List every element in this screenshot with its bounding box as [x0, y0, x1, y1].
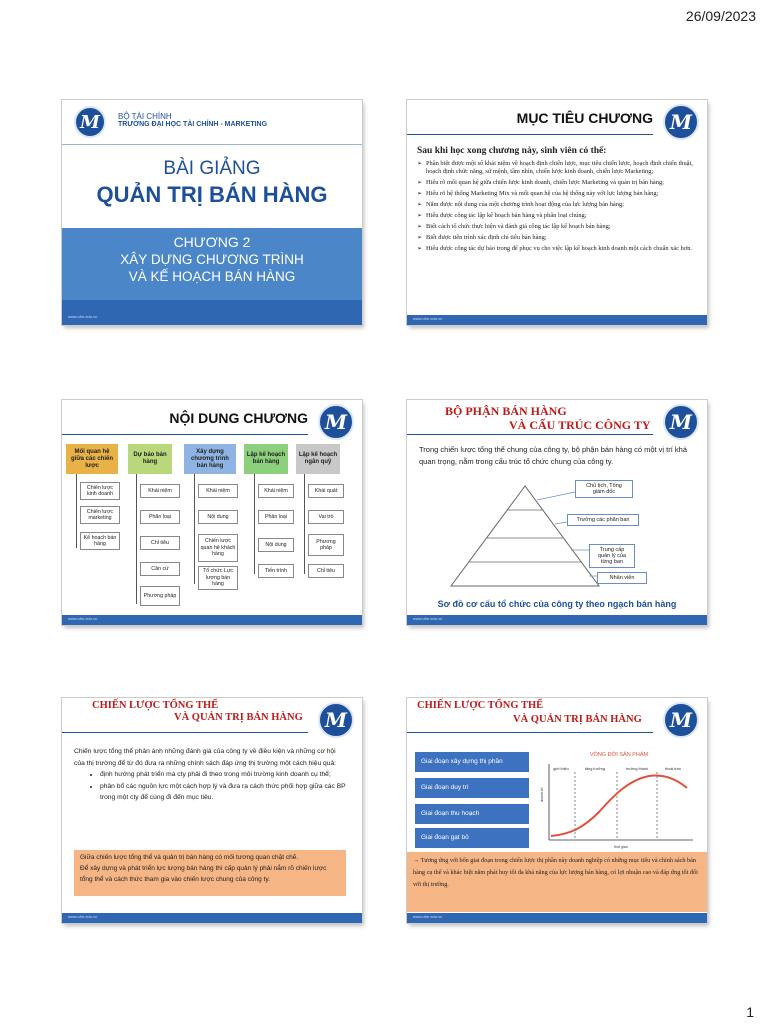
- title-underline: [62, 434, 308, 435]
- connector: [194, 474, 195, 584]
- slide-footer-bar: www.ufm.edu.vn: [62, 300, 362, 325]
- stage-box: Giai đoạn xây dựng thị phần: [415, 752, 529, 772]
- content-box: Kế hoạch bán hàng: [80, 532, 120, 550]
- content-box: Phân loại: [140, 510, 180, 524]
- slide-5-overall-strategy: [62, 698, 362, 923]
- slide-title-line-1: CHIẾN LƯỢC TỔNG THỂ: [92, 700, 219, 711]
- lifecycle-curve: [551, 776, 687, 837]
- highlight-note: [74, 850, 346, 896]
- column-header: Dự báo bán hàng: [128, 444, 172, 474]
- content-box: Chỉ tiêu: [308, 564, 344, 578]
- slide-footer-bar: www.ufm.edu.vn: [407, 615, 707, 625]
- slide-title-line-2: VÀ CẤU TRÚC CÔNG TY: [509, 418, 651, 432]
- strategy-bullet: • định hướng phát triển mà cty phải đi theo trong môi trường kinh doanh cụ thể;: [100, 769, 348, 781]
- university-logo-icon: M: [663, 702, 699, 738]
- university-logo-icon: M: [663, 104, 699, 140]
- org-pyramid-diagram: [407, 400, 707, 625]
- connector: [136, 474, 137, 604]
- university-logo-icon: M: [74, 106, 106, 138]
- slide-1-title: [62, 100, 362, 325]
- objective-item: ➢ Biết được tiến trình xác định chỉ tiêu bán hàng;: [417, 234, 697, 242]
- objective-item: ➢ Hiểu rõ mối quan hệ giữa chiến lược kinh doanh, chiến lược Marketing và quản trị bán hàng;: [417, 179, 697, 187]
- slide-footer-bar: www.ufm.edu.vn: [407, 315, 707, 325]
- title-underline: [407, 732, 653, 733]
- slide-title-line-2: VÀ QUẢN TRỊ BÁN HÀNG: [513, 714, 642, 725]
- content-box: Chiến lược marketing: [80, 506, 120, 524]
- university-logo-icon: M: [663, 404, 699, 440]
- level-box: Chủ tịch, Tổng giám đốc: [575, 480, 633, 498]
- chart-title: VÒNG ĐỜI SẢN PHẨM: [589, 752, 649, 758]
- objective-item: ➢ Hiểu được công tác dự báo trong để phục vụ cho việc lập kế hoạch kinh doanh một cách chuẩn xác hơn.: [417, 245, 697, 253]
- column-header: Lập kế hoạch bán hàng: [244, 444, 288, 474]
- level-box: Trưởng các phân ban: [567, 514, 639, 526]
- column-header: Lập kế hoạch ngân quỹ: [296, 444, 340, 474]
- slide-title: NỘI DUNG CHƯƠNG: [169, 410, 308, 426]
- objective-item: ➢ Biết cách tổ chức thực hiện và đánh giá công tác lập kế hoạch bán hàng;: [417, 223, 697, 231]
- objective-item: ➢ Hiểu rõ hệ thống Marketing Mix và mối quan hệ của hệ thống này với lực lượng bán hàng;: [417, 190, 697, 198]
- phase-label: tăng trưởng: [584, 767, 606, 771]
- content-box: Vai trò: [308, 510, 344, 524]
- connector: [254, 474, 255, 574]
- objective-item: ➢ Nắm được nội dung của một chương trình hoạt động của lực lượng bán hàng;: [417, 201, 697, 209]
- slide-title-line-1: CHIẾN LƯỢC TỔNG THỂ: [417, 700, 544, 711]
- level-box: Trung cấp quản lý của từng ban: [589, 544, 635, 568]
- content-box: Khái niệm: [258, 484, 294, 498]
- stage-box: Giai đoạn thu hoạch: [415, 804, 529, 824]
- phase-label: giới thiệu: [553, 767, 569, 771]
- page-date: 26/09/2023: [685, 8, 756, 24]
- chapter-title-1: XÂY DỰNG CHƯƠNG TRÌNH: [120, 252, 304, 267]
- content-box: Nội dung: [198, 510, 238, 524]
- org-line-1: BỘ TÀI CHÍNH: [118, 112, 172, 121]
- connector: [304, 474, 305, 574]
- slide-footer-bar: www.ufm.edu.vn: [62, 913, 362, 923]
- level-box: Nhân viên: [597, 572, 647, 584]
- content-box: Khái niệm: [198, 484, 238, 498]
- content-box: Tiến trình: [258, 564, 294, 578]
- column-header: Xây dựng chương trình bán hàng: [184, 444, 236, 474]
- y-axis-label: doanh số: [540, 787, 544, 802]
- stage-box: Giai đoạn gạt bỏ: [415, 828, 529, 848]
- content-box: Phương pháp: [308, 534, 344, 556]
- slide-footer-bar: www.ufm.edu.vn: [62, 615, 362, 625]
- product-lifecycle-chart: [537, 750, 701, 850]
- content-box: Chiến lược kinh doanh: [80, 482, 120, 500]
- content-box: Chỉ tiêu: [140, 536, 180, 550]
- chapter-number: CHƯƠNG 2: [173, 234, 251, 250]
- content-box: Khái niệm: [140, 484, 180, 498]
- org-line-2: TRƯỜNG ĐẠI HỌC TÀI CHÍNH - MARKETING: [118, 121, 268, 128]
- connector: [76, 474, 77, 548]
- stages-note: → Tương ứng với bốn giai đoạn trong chiến lược thị phần này doanh nghiệp có những mục tiêu và chính sách bán hàng cụ thể và khác biệt nằm phát huy tối đa khả năng của lực lượng bán hàng, có lợi nhuận cao và đáp ứng tốt đối với thị trường.: [407, 852, 707, 912]
- university-logo-icon: M: [318, 702, 354, 738]
- lecture-label: BÀI GIẢNG: [163, 158, 261, 179]
- x-axis-label: thời gian: [614, 845, 628, 849]
- objectives-lead: Sau khi học xong chương này, sinh viên có thể:: [417, 146, 607, 156]
- content-box: Phân loại: [258, 510, 294, 524]
- strategy-paragraph: Chiến lược tổng thể phản ánh những đánh giá của công ty về điều kiện và những cơ hội của thị trường để từ đó đưa ra những chính sách đáp ứng thị trường một cách hiệu quả:: [74, 748, 337, 767]
- slide-title: MỤC TIÊU CHƯƠNG: [516, 110, 653, 126]
- content-box: Tổ chức Lực lượng bán hàng: [198, 566, 238, 590]
- chapter-title-2: VÀ KẾ HOẠCH BÁN HÀNG: [128, 269, 296, 284]
- university-logo-icon: M: [318, 404, 354, 440]
- content-box: Khái quát: [308, 484, 344, 498]
- strategy-body: [74, 746, 348, 804]
- slide-3-contents: [62, 400, 362, 625]
- content-box: Nội dung: [258, 538, 294, 552]
- page-number: 1: [746, 1004, 754, 1020]
- chapter-band: [62, 228, 362, 300]
- slide-4-sales-department: [407, 400, 707, 625]
- content-box: Chiến lược quan hệ khách hàng: [198, 534, 238, 562]
- objective-item: ➢ Hiểu được công tác lập kế hoạch bán hàng và phân loại chúng;: [417, 212, 697, 220]
- course-title: QUẢN TRỊ BÁN HÀNG: [96, 182, 328, 207]
- diagram-caption: Sơ đồ cơ cấu tổ chức của công ty theo ngạch bán hàng: [437, 599, 677, 609]
- objective-item: ➢ Phân biệt được một số khái niệm về hoạch định chiến lược, mục tiêu chiến lược, hoạch định chiến thuật, hoạch định chức năng, sứ mệnh, tầm nhìn, chiến lược kinh doanh, chiến lược Marketing;: [417, 160, 697, 176]
- slide-title-line-2: VÀ QUẢN TRỊ BÁN HÀNG: [174, 712, 303, 723]
- slide-footer-bar: www.ufm.edu.vn: [407, 913, 707, 923]
- slide-title-line-1: BỘ PHẬN BÁN HÀNG: [445, 404, 567, 418]
- note-line-2: Để xây dựng và phát triển lực lượng bán hàng thì cấp quản lý phải nắm rõ chiến lược tổng thể và cách thức tham gia vào chiến lược chung của công ty.: [80, 865, 327, 883]
- title-underline: [62, 732, 308, 733]
- objectives-list: [417, 160, 697, 256]
- slide-2-objectives: [407, 100, 707, 325]
- slide-6-market-share-stages: [407, 698, 707, 923]
- phase-label: trưởng thành: [625, 767, 649, 771]
- stage-box: Giai đoạn duy trì: [415, 778, 529, 798]
- phase-label: thoái trào: [665, 767, 681, 771]
- title-underline: [407, 134, 653, 135]
- header-divider: [62, 144, 362, 145]
- org-brand: [118, 112, 267, 128]
- intro-text: Trong chiến lược tổng thể chung của công ty, bộ phận bán hàng có một vị trí khá quan trọng, nằm trong cấu trúc tổ chức chung của công ty.: [419, 445, 688, 466]
- column-header: Mối quan hệ giữa các chiến lược: [66, 444, 118, 474]
- content-box: Căn cứ: [140, 562, 180, 576]
- strategy-bullet: • phân bổ các nguồn lực một cách hợp lý và đưa ra cách thức phối hợp giữa các BP trong một cty để cùng đi đến mục tiêu.: [100, 781, 348, 804]
- note-line-1: Giữa chiến lược tổng thể và quản trị bán hàng có mối tương quan chặt chẽ.: [80, 854, 299, 861]
- content-box: Phương pháp: [140, 586, 180, 606]
